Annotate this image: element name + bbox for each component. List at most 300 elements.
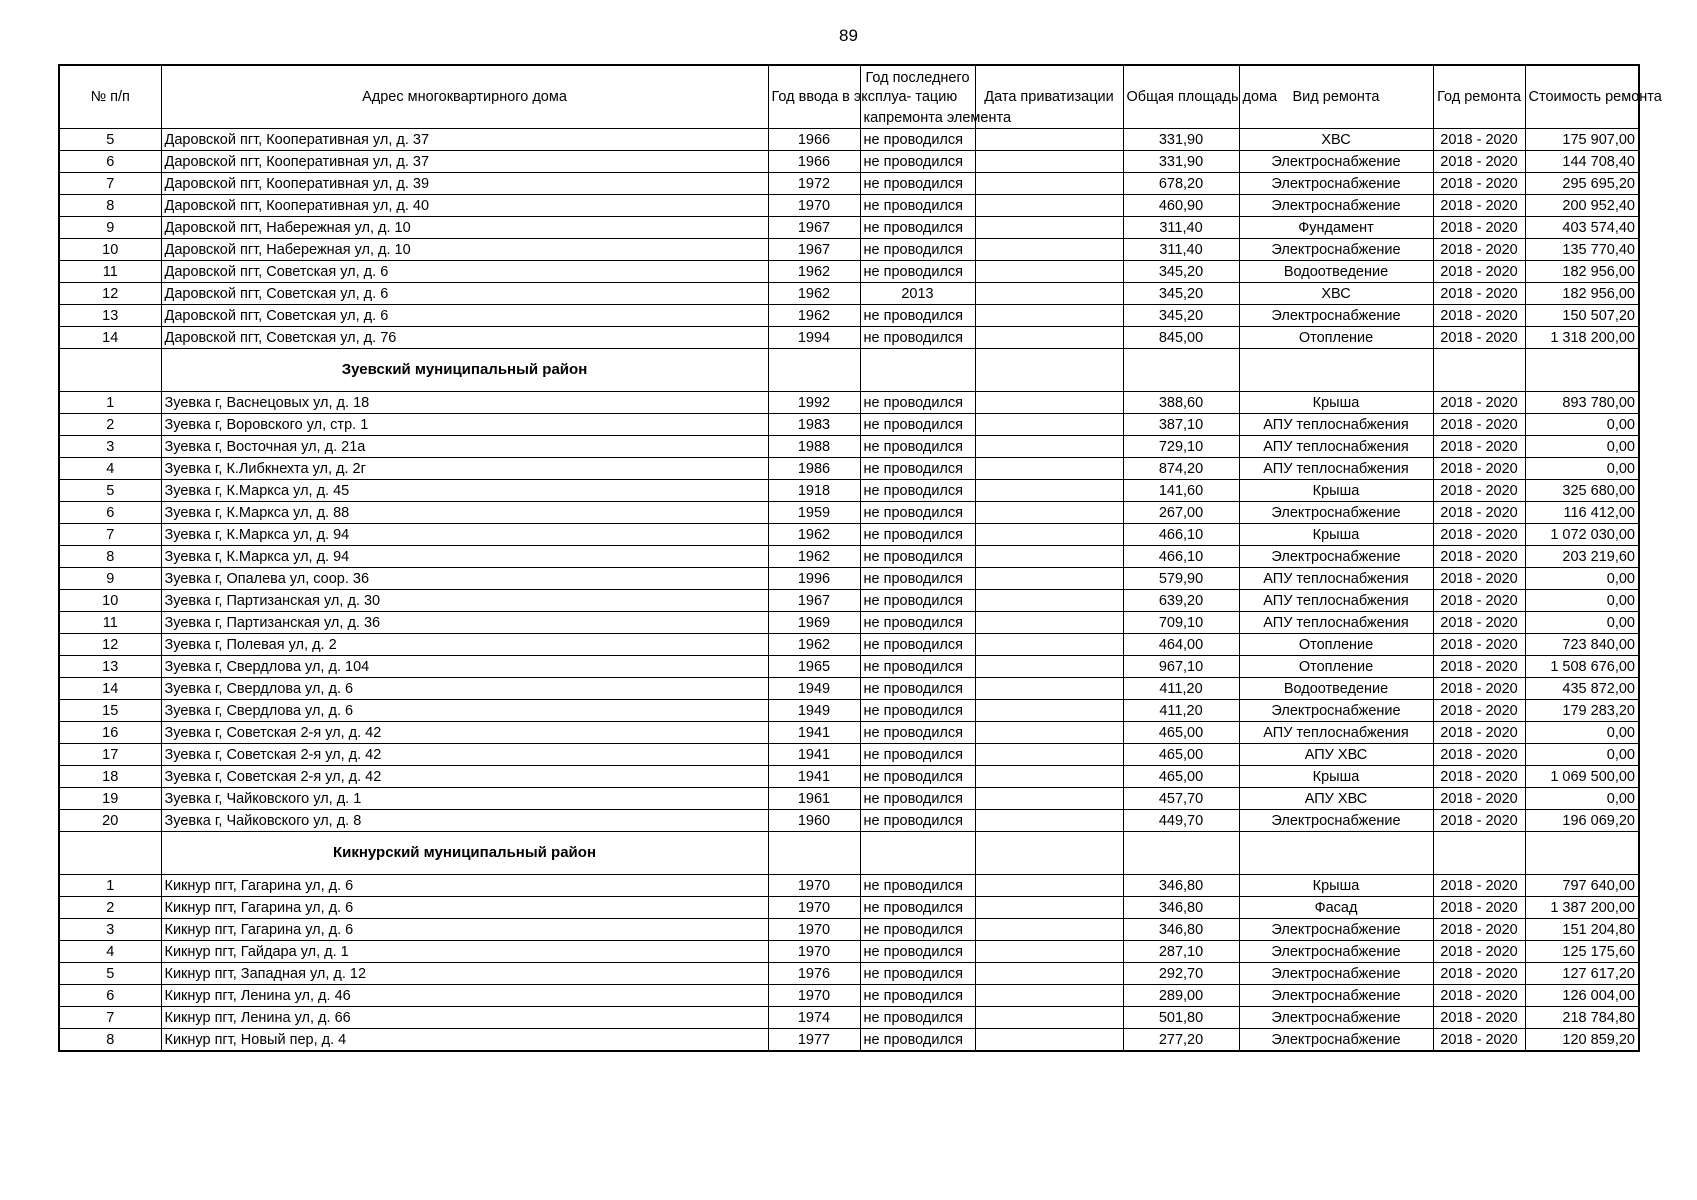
cell-area: 311,40 [1123,217,1239,239]
cell-num: 7 [59,173,161,195]
cell-cost: 0,00 [1525,458,1639,480]
cell-privatization [975,744,1123,766]
cell-cost: 179 283,20 [1525,700,1639,722]
cell-num: 10 [59,239,161,261]
cell-address: Зуевка г, К.Маркса ул, д. 88 [161,502,768,524]
cell-repair-year: 2018 - 2020 [1433,634,1525,656]
cell-repair-type: Электроснабжение [1239,195,1433,217]
cell-repair-year: 2018 - 2020 [1433,151,1525,173]
cell-privatization [975,1029,1123,1052]
table-row [59,151,1639,173]
table-row [59,524,1639,546]
cell-cost: 0,00 [1525,612,1639,634]
cell-privatization [975,963,1123,985]
cell-privatization [975,283,1123,305]
cell-cost: 203 219,60 [1525,546,1639,568]
cell-address: Зуевка г, Чайковского ул, д. 1 [161,788,768,810]
cell-last-repair: не проводился [860,722,975,744]
cell-address: Зуевка г, Партизанская ул, д. 30 [161,590,768,612]
cell-cost: 723 840,00 [1525,634,1639,656]
cell-last-repair: не проводился [860,941,975,963]
cell-repair-type: АПУ теплоснабжения [1239,590,1433,612]
cell-address: Даровской пгт, Кооперативная ул, д. 40 [161,195,768,217]
header-num: № п/п [59,65,161,129]
cell-repair-year: 2018 - 2020 [1433,392,1525,414]
cell-num: 8 [59,1029,161,1052]
cell-num: 18 [59,766,161,788]
cell-privatization [975,1007,1123,1029]
cell-last-repair: не проводился [860,217,975,239]
cell-address: Даровской пгт, Набережная ул, д. 10 [161,239,768,261]
cell-num: 19 [59,788,161,810]
cell-privatization [975,788,1123,810]
cell-area: 457,70 [1123,788,1239,810]
cell-year-built: 1949 [768,678,860,700]
cell-year-built: 1970 [768,195,860,217]
empty-cell [59,349,161,392]
cell-address: Зуевка г, К.Маркса ул, д. 94 [161,524,768,546]
cell-repair-type: Электроснабжение [1239,941,1433,963]
empty-cell [1525,349,1639,392]
cell-address: Даровской пгт, Советская ул, д. 6 [161,261,768,283]
cell-privatization [975,919,1123,941]
cell-num: 4 [59,941,161,963]
table-row [59,129,1639,151]
cell-num: 5 [59,963,161,985]
cell-year-built: 1949 [768,700,860,722]
cell-repair-year: 2018 - 2020 [1433,283,1525,305]
cell-repair-year: 2018 - 2020 [1433,875,1525,897]
cell-privatization [975,129,1123,151]
cell-last-repair: не проводился [860,261,975,283]
cell-repair-type: Электроснабжение [1239,810,1433,832]
cell-area: 464,00 [1123,634,1239,656]
table-row [59,1007,1639,1029]
cell-repair-type: Электроснабжение [1239,985,1433,1007]
cell-year-built: 1992 [768,392,860,414]
cell-num: 3 [59,919,161,941]
cell-cost: 182 956,00 [1525,283,1639,305]
cell-num: 11 [59,261,161,283]
table-row [59,788,1639,810]
cell-last-repair: не проводился [860,810,975,832]
cell-repair-type: Крыша [1239,480,1433,502]
empty-cell [1239,832,1433,875]
cell-year-built: 1970 [768,919,860,941]
table-row [59,173,1639,195]
repair-table [58,64,1662,1052]
empty-cell [1433,349,1525,392]
cell-cost: 1 069 500,00 [1525,766,1639,788]
cell-cost: 325 680,00 [1525,480,1639,502]
cell-num: 5 [59,129,161,151]
cell-area: 292,70 [1123,963,1239,985]
cell-repair-year: 2018 - 2020 [1433,195,1525,217]
cell-privatization [975,195,1123,217]
header-repair-type: Вид ремонта [1239,65,1433,129]
cell-num: 9 [59,217,161,239]
table-row [59,810,1639,832]
cell-cost: 0,00 [1525,414,1639,436]
cell-cost: 403 574,40 [1525,217,1639,239]
table-row [59,283,1639,305]
cell-area: 311,40 [1123,239,1239,261]
cell-repair-year: 2018 - 2020 [1433,612,1525,634]
cell-cost: 1 387 200,00 [1525,897,1639,919]
cell-address: Зуевка г, Чайковского ул, д. 8 [161,810,768,832]
cell-area: 449,70 [1123,810,1239,832]
cell-last-repair: не проводился [860,327,975,349]
section-row [59,349,1639,392]
cell-last-repair: не проводился [860,875,975,897]
cell-repair-type: Электроснабжение [1239,1007,1433,1029]
header-area: Общая площадь дома [1123,65,1239,129]
cell-repair-type: Электроснабжение [1239,700,1433,722]
empty-cell [860,349,975,392]
cell-last-repair: не проводился [860,985,975,1007]
cell-last-repair: не проводился [860,195,975,217]
table-row [59,766,1639,788]
cell-year-built: 1974 [768,1007,860,1029]
header-year-built: Год ввода в эксплуа- тацию [768,65,860,129]
cell-cost: 1 318 200,00 [1525,327,1639,349]
cell-privatization [975,612,1123,634]
cell-last-repair: не проводился [860,414,975,436]
cell-area: 387,10 [1123,414,1239,436]
cell-last-repair: не проводился [860,634,975,656]
empty-cell [768,832,860,875]
cell-cost: 144 708,40 [1525,151,1639,173]
cell-repair-type: Электроснабжение [1239,1029,1433,1052]
cell-cost: 125 175,60 [1525,941,1639,963]
cell-repair-type: Крыша [1239,392,1433,414]
table-row [59,875,1639,897]
table-row [59,700,1639,722]
cell-repair-year: 2018 - 2020 [1433,239,1525,261]
cell-repair-year: 2018 - 2020 [1433,744,1525,766]
cell-num: 6 [59,502,161,524]
cell-address: Кикнур пгт, Ленина ул, д. 46 [161,985,768,1007]
cell-privatization [975,414,1123,436]
cell-year-built: 1970 [768,897,860,919]
cell-repair-year: 2018 - 2020 [1433,985,1525,1007]
cell-num: 15 [59,700,161,722]
table-row [59,568,1639,590]
page-number: 89 [839,26,858,45]
table-body [59,129,1639,1052]
cell-year-built: 1961 [768,788,860,810]
cell-num: 13 [59,656,161,678]
cell-repair-year: 2018 - 2020 [1433,327,1525,349]
cell-repair-year: 2018 - 2020 [1433,217,1525,239]
table-row [59,546,1639,568]
cell-repair-year: 2018 - 2020 [1433,810,1525,832]
cell-last-repair: не проводился [860,129,975,151]
cell-year-built: 1962 [768,524,860,546]
cell-area: 277,20 [1123,1029,1239,1052]
empty-cell [1123,832,1239,875]
cell-repair-year: 2018 - 2020 [1433,524,1525,546]
cell-num: 2 [59,897,161,919]
table-row [59,480,1639,502]
cell-privatization [975,897,1123,919]
header-last-repair-top: Год последнего [865,70,970,86]
cell-repair-type: АПУ теплоснабжения [1239,612,1433,634]
cell-year-built: 1970 [768,985,860,1007]
cell-repair-type: АПУ ХВС [1239,788,1433,810]
cell-year-built: 1918 [768,480,860,502]
cell-cost: 200 952,40 [1525,195,1639,217]
cell-repair-year: 2018 - 2020 [1433,568,1525,590]
header-address: Адрес многоквартирного дома [161,65,768,129]
table-row [59,897,1639,919]
cell-year-built: 1962 [768,634,860,656]
cell-privatization [975,392,1123,414]
cell-address: Кикнур пгт, Гагарина ул, д. 6 [161,875,768,897]
cell-repair-year: 2018 - 2020 [1433,305,1525,327]
cell-last-repair: не проводился [860,612,975,634]
cell-area: 267,00 [1123,502,1239,524]
cell-privatization [975,305,1123,327]
cell-repair-year: 2018 - 2020 [1433,436,1525,458]
cell-year-built: 1988 [768,436,860,458]
cell-cost: 435 872,00 [1525,678,1639,700]
cell-num: 12 [59,634,161,656]
cell-privatization [975,722,1123,744]
cell-repair-type: Крыша [1239,875,1433,897]
cell-area: 678,20 [1123,173,1239,195]
cell-address: Даровской пгт, Советская ул, д. 76 [161,327,768,349]
cell-last-repair: не проводился [860,436,975,458]
cell-repair-type: Электроснабжение [1239,546,1433,568]
cell-privatization [975,766,1123,788]
cell-repair-year: 2018 - 2020 [1433,788,1525,810]
cell-year-built: 1962 [768,305,860,327]
empty-cell [975,832,1123,875]
cell-last-repair: не проводился [860,239,975,261]
table-row [59,985,1639,1007]
cell-num: 6 [59,151,161,173]
cell-area: 346,80 [1123,919,1239,941]
cell-num: 1 [59,875,161,897]
cell-area: 466,10 [1123,546,1239,568]
cell-num: 17 [59,744,161,766]
cell-privatization [975,217,1123,239]
header-row [59,65,1639,129]
cell-cost: 0,00 [1525,436,1639,458]
cell-last-repair: не проводился [860,151,975,173]
cell-year-built: 1972 [768,173,860,195]
cell-num: 4 [59,458,161,480]
cell-num: 11 [59,612,161,634]
cell-privatization [975,151,1123,173]
cell-year-built: 1967 [768,217,860,239]
cell-num: 14 [59,327,161,349]
cell-cost: 0,00 [1525,788,1639,810]
cell-area: 874,20 [1123,458,1239,480]
cell-address: Зуевка г, К.Либкнехта ул, д. 2г [161,458,768,480]
cell-repair-year: 2018 - 2020 [1433,261,1525,283]
cell-address: Зуевка г, Воровского ул, стр. 1 [161,414,768,436]
cell-year-built: 1969 [768,612,860,634]
cell-year-built: 1977 [768,1029,860,1052]
cell-cost: 0,00 [1525,590,1639,612]
cell-repair-year: 2018 - 2020 [1433,678,1525,700]
cell-area: 465,00 [1123,744,1239,766]
table-row [59,634,1639,656]
empty-cell [768,349,860,392]
cell-repair-type: АПУ теплоснабжения [1239,722,1433,744]
empty-cell [1123,349,1239,392]
cell-cost: 218 784,80 [1525,1007,1639,1029]
header-privatization: Дата приватизации [975,65,1123,129]
cell-year-built: 1983 [768,414,860,436]
cell-repair-type: ХВС [1239,283,1433,305]
cell-last-repair: не проводился [860,897,975,919]
cell-repair-type: Крыша [1239,524,1433,546]
table-row [59,502,1639,524]
table-row [59,744,1639,766]
cell-address: Даровской пгт, Кооперативная ул, д. 37 [161,151,768,173]
table-row [59,963,1639,985]
cell-area: 388,60 [1123,392,1239,414]
cell-cost: 182 956,00 [1525,261,1639,283]
cell-cost: 126 004,00 [1525,985,1639,1007]
cell-last-repair: не проводился [860,524,975,546]
cell-repair-type: Электроснабжение [1239,151,1433,173]
cell-area: 346,80 [1123,875,1239,897]
cell-year-built: 1966 [768,129,860,151]
cell-area: 639,20 [1123,590,1239,612]
cell-num: 20 [59,810,161,832]
cell-cost: 295 695,20 [1525,173,1639,195]
cell-repair-year: 2018 - 2020 [1433,590,1525,612]
cell-last-repair: не проводился [860,546,975,568]
table-row [59,919,1639,941]
cell-area: 501,80 [1123,1007,1239,1029]
cell-repair-type: Фасад [1239,897,1433,919]
table-row [59,195,1639,217]
cell-address: Зуевка г, Советская 2-я ул, д. 42 [161,722,768,744]
cell-repair-type: АПУ теплоснабжения [1239,414,1433,436]
table-row [59,305,1639,327]
cell-privatization [975,502,1123,524]
cell-last-repair: не проводился [860,656,975,678]
cell-privatization [975,524,1123,546]
cell-area: 709,10 [1123,612,1239,634]
cell-address: Даровской пгт, Набережная ул, д. 10 [161,217,768,239]
table-row [59,612,1639,634]
cell-area: 411,20 [1123,678,1239,700]
cell-last-repair: не проводился [860,590,975,612]
cell-year-built: 1962 [768,283,860,305]
cell-repair-type: Отопление [1239,656,1433,678]
cell-last-repair: не проводился [860,1007,975,1029]
cell-num: 5 [59,480,161,502]
empty-cell [1239,349,1433,392]
section-row [59,832,1639,875]
cell-cost: 0,00 [1525,568,1639,590]
cell-area: 967,10 [1123,656,1239,678]
cell-area: 411,20 [1123,700,1239,722]
cell-last-repair: не проводился [860,392,975,414]
cell-cost: 116 412,00 [1525,502,1639,524]
section-title: Зуевский муниципальный район [161,349,768,392]
cell-repair-year: 2018 - 2020 [1433,458,1525,480]
cell-address: Зуевка г, К.Маркса ул, д. 45 [161,480,768,502]
cell-repair-type: АПУ теплоснабжения [1239,436,1433,458]
cell-repair-type: Фундамент [1239,217,1433,239]
table-row [59,458,1639,480]
cell-repair-type: Электроснабжение [1239,963,1433,985]
cell-repair-year: 2018 - 2020 [1433,1007,1525,1029]
cell-repair-type: Водоотведение [1239,678,1433,700]
cell-privatization [975,656,1123,678]
cell-address: Даровской пгт, Кооперативная ул, д. 39 [161,173,768,195]
cell-privatization [975,985,1123,1007]
cell-repair-year: 2018 - 2020 [1433,897,1525,919]
cell-last-repair: не проводился [860,480,975,502]
cell-privatization [975,480,1123,502]
header-last-repair-bottom: капремонта элемента [863,110,1012,126]
cell-last-repair: не проводился [860,458,975,480]
cell-last-repair: не проводился [860,1029,975,1052]
cell-area: 465,00 [1123,766,1239,788]
empty-cell [59,832,161,875]
cell-year-built: 1966 [768,151,860,173]
cell-privatization [975,568,1123,590]
cell-area: 331,90 [1123,151,1239,173]
cell-cost: 1 508 676,00 [1525,656,1639,678]
cell-num: 6 [59,985,161,1007]
cell-repair-type: Крыша [1239,766,1433,788]
table-row [59,436,1639,458]
cell-privatization [975,458,1123,480]
cell-repair-type: Отопление [1239,327,1433,349]
cell-last-repair: не проводился [860,502,975,524]
cell-area: 345,20 [1123,261,1239,283]
cell-repair-type: Электроснабжение [1239,502,1433,524]
cell-num: 16 [59,722,161,744]
empty-cell [1525,832,1639,875]
cell-privatization [975,634,1123,656]
cell-privatization [975,546,1123,568]
cell-repair-year: 2018 - 2020 [1433,941,1525,963]
cell-cost: 1 072 030,00 [1525,524,1639,546]
cell-year-built: 1994 [768,327,860,349]
empty-cell [1433,832,1525,875]
table-row [59,590,1639,612]
empty-cell [860,832,975,875]
cell-num: 8 [59,546,161,568]
cell-year-built: 1960 [768,810,860,832]
cell-repair-type: Электроснабжение [1239,239,1433,261]
table-row [59,722,1639,744]
cell-year-built: 1970 [768,941,860,963]
cell-privatization [975,173,1123,195]
cell-address: Зуевка г, Свердлова ул, д. 6 [161,678,768,700]
table-row [59,261,1639,283]
cell-last-repair: 2013 [860,283,975,305]
cell-num: 10 [59,590,161,612]
header-repair-year: Год ремонта [1433,65,1525,129]
table-row [59,327,1639,349]
cell-year-built: 1967 [768,590,860,612]
cell-privatization [975,875,1123,897]
cell-repair-year: 2018 - 2020 [1433,173,1525,195]
cell-num: 7 [59,1007,161,1029]
cell-num: 12 [59,283,161,305]
